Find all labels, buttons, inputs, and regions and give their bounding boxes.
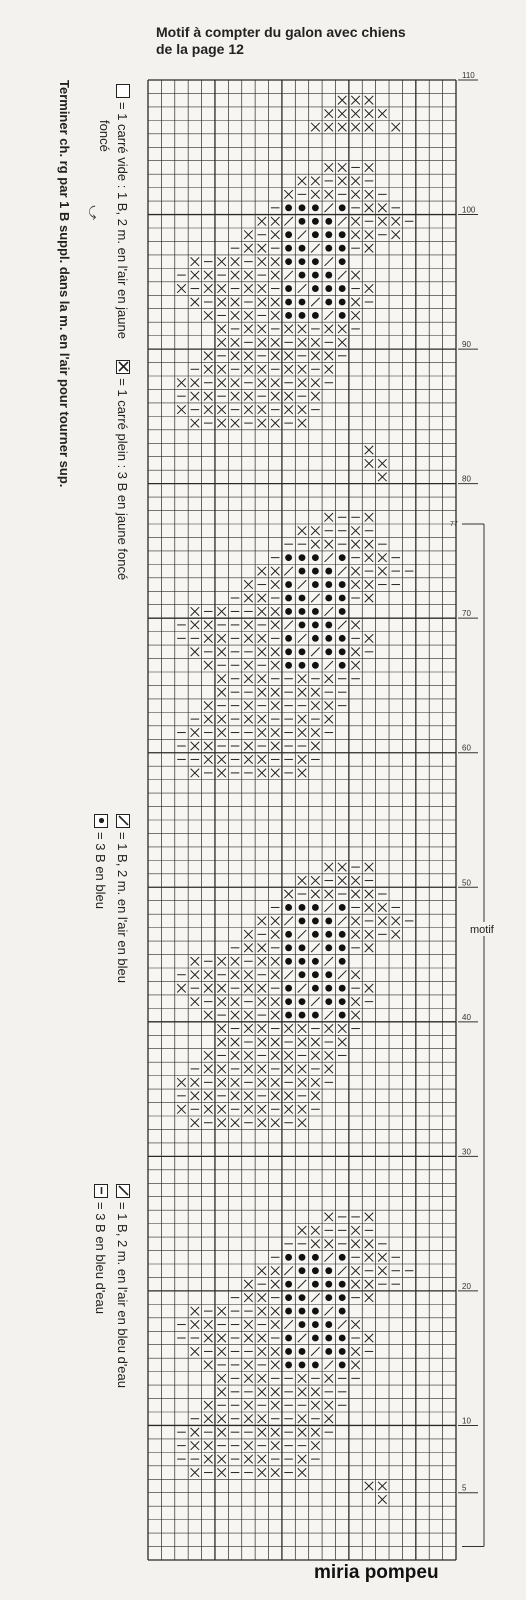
cell-dot (285, 904, 292, 911)
cell-dot (299, 299, 306, 306)
cell-dot (339, 245, 346, 252)
cell-dot (285, 554, 292, 561)
cell-dot (312, 312, 319, 319)
cell-dot (312, 1281, 319, 1288)
row-label: 50 (462, 878, 471, 888)
cell-dot (312, 581, 319, 588)
cell-dot (285, 595, 292, 602)
cell-dot (299, 1254, 306, 1261)
cell-dot (299, 1308, 306, 1315)
cell-dot (325, 931, 332, 938)
cell-dot (339, 258, 346, 265)
cell-dot (299, 944, 306, 951)
cell-dot (312, 1361, 319, 1368)
cell-dot (312, 1308, 319, 1315)
cell-dot (285, 1335, 292, 1342)
cell-dot (325, 595, 332, 602)
row-label: 20 (462, 1281, 471, 1291)
row-label: 80 (462, 474, 471, 484)
cell-dot (312, 917, 319, 924)
cell-dot (325, 285, 332, 292)
cell-dot (299, 204, 306, 211)
cell-dot (285, 231, 292, 238)
row-label: 40 (462, 1012, 471, 1022)
row-label: 70 (462, 609, 471, 619)
cell-dot (312, 272, 319, 279)
cell-dot (312, 285, 319, 292)
cell-dot (285, 662, 292, 669)
cell-dot (312, 1012, 319, 1019)
cell-dot (339, 204, 346, 211)
cell-dot (339, 998, 346, 1005)
cell-dot (299, 971, 306, 978)
cell-dot (285, 1254, 292, 1261)
cell-dot (339, 299, 346, 306)
cell-dot (339, 985, 346, 992)
cell-dot (339, 608, 346, 615)
cell-dot (339, 648, 346, 655)
row-label: 100 (462, 205, 476, 215)
cell-dot (339, 231, 346, 238)
cell-dot (325, 648, 332, 655)
legend-full-text: = 1 carré plein : 3 B en jaune foncé (115, 378, 130, 581)
cell-dot (325, 1267, 332, 1274)
cell-dot (339, 1281, 346, 1288)
cell-dot (325, 635, 332, 642)
cell-dot (339, 1361, 346, 1368)
legend-empty-text: = 1 carré vide : 1 B, 2 m. en l'air en jaune (115, 102, 130, 339)
cell-dot (299, 608, 306, 615)
cell-dot (325, 917, 332, 924)
cell-dot (325, 985, 332, 992)
cell-dot (299, 1321, 306, 1328)
title-line-1: Motif à compter du galon avec chiens (156, 24, 406, 40)
cell-dot (285, 204, 292, 211)
cell-dot (312, 204, 319, 211)
cell-dot (285, 299, 292, 306)
cell-dot (339, 662, 346, 669)
cell-dot (285, 1012, 292, 1019)
cell-dot (285, 931, 292, 938)
legend-empty-continuation: foncé (97, 120, 112, 152)
pencil-mark: ⤹ (88, 204, 97, 220)
cell-dot (325, 1335, 332, 1342)
cell-dot (285, 1294, 292, 1301)
row-label: 90 (462, 340, 471, 350)
cell-dot (312, 958, 319, 965)
cell-dot (312, 1321, 319, 1328)
cell-dot (339, 635, 346, 642)
cell-dot (339, 944, 346, 951)
cell-dot (285, 944, 292, 951)
cell-dot (339, 1335, 346, 1342)
cell-dot (299, 1267, 306, 1274)
cell-dot (325, 299, 332, 306)
cell-dot (285, 608, 292, 615)
cell-dot (299, 595, 306, 602)
cell-dot (339, 1348, 346, 1355)
cell-dot (285, 258, 292, 265)
legend-slash-light-text: = 1 B, 2 m. en l'air en bleu d'eau (115, 1202, 130, 1388)
cell-dot (339, 958, 346, 965)
row-label: 5 (462, 1483, 467, 1493)
cell-dot (325, 1294, 332, 1301)
cell-dot (299, 998, 306, 1005)
cell-dot (325, 568, 332, 575)
cell-dot (339, 285, 346, 292)
row-label: 110 (462, 71, 475, 80)
cell-dot (285, 312, 292, 319)
cell-dot (325, 1281, 332, 1288)
row-label: 60 (462, 743, 471, 753)
cell-dot (285, 1308, 292, 1315)
cell-dot (325, 1348, 332, 1355)
cell-dot (285, 1348, 292, 1355)
cell-dot (285, 1361, 292, 1368)
cell-dot (339, 595, 346, 602)
cell-dot (312, 621, 319, 628)
cell-dot (312, 231, 319, 238)
cell-dot (339, 312, 346, 319)
cell-dot (299, 621, 306, 628)
cell-dot (299, 662, 306, 669)
cell-dot (285, 635, 292, 642)
cell-dot (312, 931, 319, 938)
cell-dot (339, 554, 346, 561)
title-line-2: de la page 12 (156, 41, 244, 57)
cell-dot (339, 1012, 346, 1019)
cell-dot (339, 581, 346, 588)
cell-dot (339, 1254, 346, 1261)
cell-dot (299, 958, 306, 965)
cell-dot (285, 985, 292, 992)
cell-dot (312, 1335, 319, 1342)
cell-dot (325, 581, 332, 588)
cell-dot (299, 568, 306, 575)
cell-dot (312, 971, 319, 978)
cell-dot (312, 635, 319, 642)
cell-dot (325, 231, 332, 238)
cell-dot (312, 985, 319, 992)
instruction-text: Terminer ch. rg par 1 B suppl. dans la m. en l'air pour tourner sup. (57, 80, 72, 488)
cell-dot (325, 245, 332, 252)
legend-dash-light-text: = 3 B en bleu d'eau (93, 1202, 108, 1314)
row-label: 30 (462, 1147, 471, 1157)
cell-dot (285, 581, 292, 588)
cell-dot (299, 312, 306, 319)
cell-dot (285, 285, 292, 292)
legend-slash-blue-text: = 1 B, 2 m. en l'air en bleu (115, 832, 130, 983)
cell-dot (325, 272, 332, 279)
cell-dot (299, 272, 306, 279)
cell-dot (312, 1254, 319, 1261)
cell-dot (325, 971, 332, 978)
cell-dot (299, 218, 306, 225)
cell-dot (339, 931, 346, 938)
cell-dot (312, 218, 319, 225)
cell-dot (325, 944, 332, 951)
cell-dot (285, 958, 292, 965)
cell-dot (312, 258, 319, 265)
cell-dot (299, 258, 306, 265)
cell-dot (325, 218, 332, 225)
cell-dot (299, 1294, 306, 1301)
cell-dot (339, 904, 346, 911)
cell-dot (312, 554, 319, 561)
cell-dot (299, 1361, 306, 1368)
cell-dot (312, 904, 319, 911)
cell-dot (299, 1348, 306, 1355)
cell-dot (339, 1308, 346, 1315)
cell-dot (325, 1321, 332, 1328)
cell-dot (285, 245, 292, 252)
cell-dot (325, 998, 332, 1005)
cell-dot (312, 662, 319, 669)
cell-dot (312, 1267, 319, 1274)
cell-dot (285, 648, 292, 655)
cell-dot (339, 1294, 346, 1301)
watermark: miria pompeu (314, 1562, 439, 1583)
cell-dot (299, 245, 306, 252)
cell-dot (299, 917, 306, 924)
legend-dot-blue-text: = 3 B en bleu (93, 832, 108, 909)
cell-dot (299, 1012, 306, 1019)
cell-dot (312, 608, 319, 615)
cell-dot (299, 554, 306, 561)
cell-dot (285, 998, 292, 1005)
cell-dot (299, 904, 306, 911)
cell-dot (285, 1281, 292, 1288)
cell-dot (325, 621, 332, 628)
cell-dot (299, 648, 306, 655)
motif-label: motif (470, 924, 494, 936)
cell-dot (312, 568, 319, 575)
motif-top-label: 77 (450, 521, 458, 528)
row-label: 10 (462, 1416, 471, 1426)
